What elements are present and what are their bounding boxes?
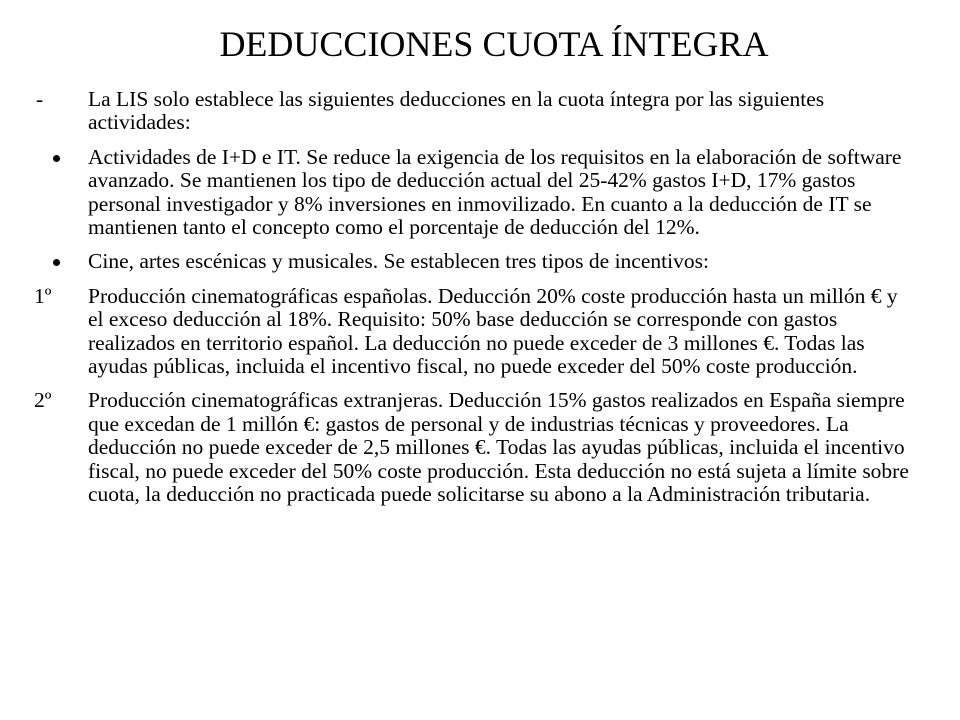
- list-item-id-it: [34, 146, 914, 240]
- ordinal-marker: 1º: [34, 283, 52, 308]
- slide-title: DEDUCCIONES CUOTA ÍNTEGRA: [219, 24, 769, 64]
- bullet-icon: [53, 259, 60, 266]
- list-item-text: Actividades de I+D e IT. Se reduce la exigencia de los requisitos en la elaboración de software avanzado. Se mantienen los tipo de deducción actual del 25-42% gastos I+D, 17% gastos personal investigador y 8% inversiones en inmovilizado. En cuanto a la deducción de IT se mantienen tanto el concepto como el porcentaje de deducción del 12%.: [88, 144, 902, 240]
- list-item-text: Producción cinematográficas españolas. Deducción 20% coste producción hasta un millón € y el exceso deducción al 18%. Requisito: 50% base deducción se corresponde con gastos realizados en territorio español. La deducción no puede exceder de 3 millones €. Todas las ayudas públicas, incluida el incentivo fiscal, no puede exceder del 50% coste producción.: [88, 283, 898, 379]
- list-item-cine: [34, 250, 914, 273]
- list-item-second: [34, 389, 914, 506]
- list-item-text: Cine, artes escénicas y musicales. Se establecen tres tipos de incentivos:: [88, 249, 709, 274]
- list-item-text: Producción cinematográficas extranjeras. Deducción 15% gastos realizados en España siempre que excedan de 1 millón €: gastos de personal y de industrias técnicas y proveedores. La deducción no puede exceder de 2,5 millones €. Todas las ayudas públicas, incluida el incentivo fiscal, no puede exceder del 50% coste producción. Esta deducción no está sujeta a límite sobre cuota, la deducción no practicada puede solicitarse su abono a la Administración tributaria.: [88, 388, 909, 507]
- list-item-first: [34, 285, 914, 379]
- list-item-text: La LIS solo establece las siguientes deducciones en la cuota íntegra por las siguientes actividades:: [88, 87, 825, 135]
- list-item-intro: [34, 88, 914, 135]
- ordinal-marker: 2º: [34, 388, 52, 413]
- slide-body: [34, 88, 914, 518]
- dash-marker: -: [36, 87, 44, 111]
- bullet-icon: [53, 155, 60, 162]
